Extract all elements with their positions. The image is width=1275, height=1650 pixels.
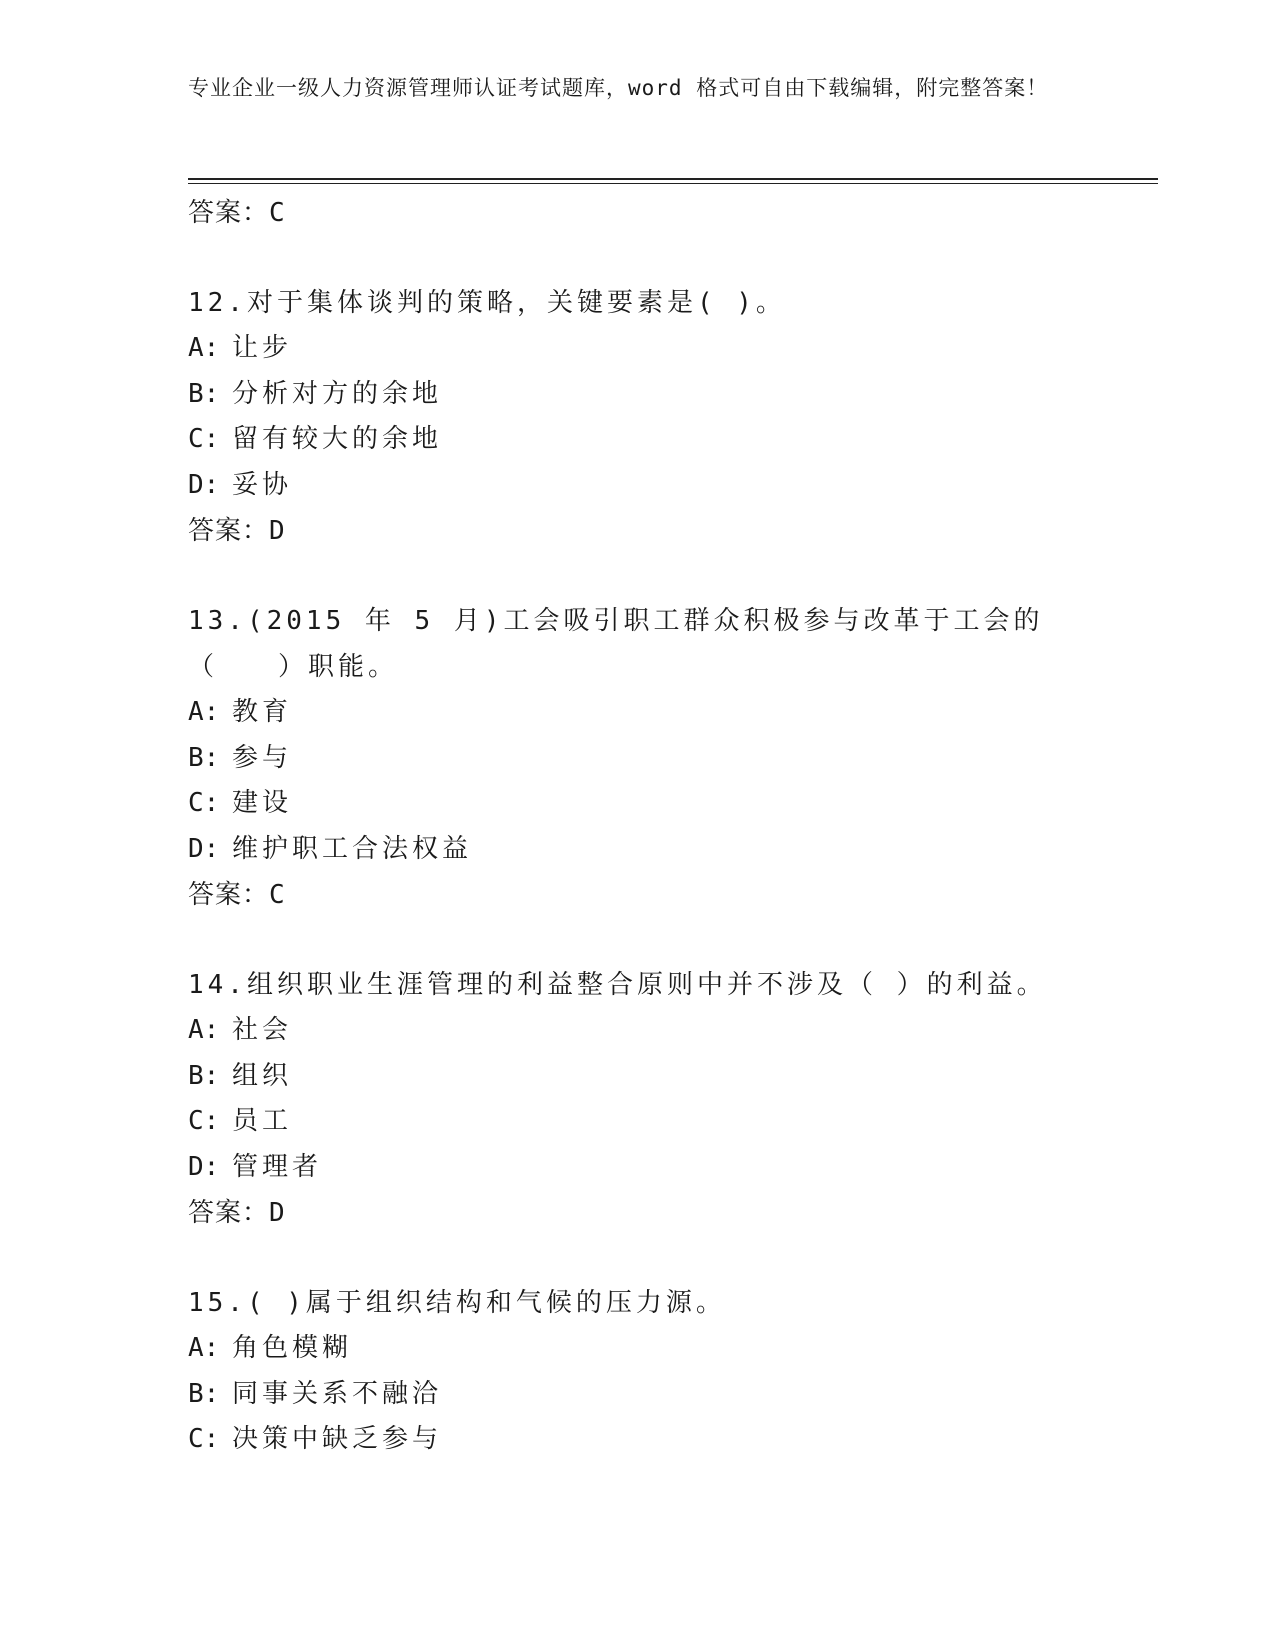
answer-line [188,190,1108,236]
option-key: A: [188,697,220,727]
question-block [188,1280,1108,1463]
option-item [188,1326,1108,1372]
option-text: 教育 [232,697,293,727]
answer-value: D [269,1198,286,1228]
question-list [188,280,1108,1463]
option-item [188,417,1108,463]
option-item [188,372,1108,418]
option-key: D: [188,833,220,864]
header-rule-thick [188,178,1158,180]
option-item [188,1008,1108,1054]
option-text: 社会 [232,1015,293,1045]
question-stem: 15.( )属于组织结构和气候的压力源。 [188,1288,726,1318]
option-item [188,326,1108,372]
option-key: C: [188,1424,220,1454]
option-text: 角色模糊 [232,1333,353,1363]
answer-line [188,508,1108,554]
option-item [188,781,1108,827]
option-text: 让步 [232,333,293,363]
question-stem: 13.(2015 年 5 月)工会吸引职工群众积极参与改革于工会的（ ）职能。 [188,606,1044,682]
answer-value: C [269,198,286,228]
option-key: C: [188,788,220,818]
option-key: D: [188,1151,220,1182]
answer-label: 答案： [188,198,270,228]
question-block [188,598,1108,918]
option-item [188,1372,1108,1418]
option-key: B: [188,1060,220,1091]
answer-line [188,872,1108,918]
option-item [188,736,1108,782]
answer-value: D [269,516,286,546]
option-text: 维护职工合法权益 [232,833,473,864]
option-text: 组织 [232,1060,293,1091]
question-block [188,280,1108,554]
option-text: 同事关系不融洽 [232,1378,443,1409]
answer-label: 答案： [188,516,270,546]
option-item [188,1099,1108,1145]
header-rule-thin [188,183,1158,184]
answer-label: 答案： [188,880,270,910]
option-item [188,1145,1108,1191]
question-content [188,190,1108,1463]
option-item [188,827,1108,873]
option-text: 决策中缺乏参与 [232,1424,443,1454]
question-stem: 12.对于集体谈判的策略，关键要素是( )。 [188,288,786,318]
option-key: C: [188,1106,220,1136]
option-key: B: [188,378,220,409]
option-key: B: [188,742,220,773]
option-item [188,463,1108,509]
answer-value: C [269,880,286,910]
option-key: D: [188,469,220,500]
option-item [188,1054,1108,1100]
option-key: B: [188,1378,220,1409]
option-text: 员工 [232,1106,293,1136]
option-text: 分析对方的余地 [232,378,443,409]
question-block [188,962,1108,1236]
option-text: 参与 [232,742,293,773]
answer-label: 答案： [188,1198,270,1228]
option-key: A: [188,1015,220,1045]
option-key: C: [188,424,220,454]
option-text: 建设 [232,788,293,818]
option-key: A: [188,333,220,363]
option-text: 管理者 [232,1151,323,1182]
answer-line [188,1190,1108,1236]
option-item [188,690,1108,736]
option-text: 留有较大的余地 [232,424,443,454]
option-item [188,1417,1108,1463]
option-key: A: [188,1333,220,1363]
question-stem: 14.组织职业生涯管理的利益整合原则中并不涉及（ ）的利益。 [188,970,1047,1000]
option-text: 妥协 [232,469,293,500]
document-header: 专业企业一级人力资源管理师认证考试题库，word 格式可自由下载编辑，附完整答案！ [188,76,1049,100]
